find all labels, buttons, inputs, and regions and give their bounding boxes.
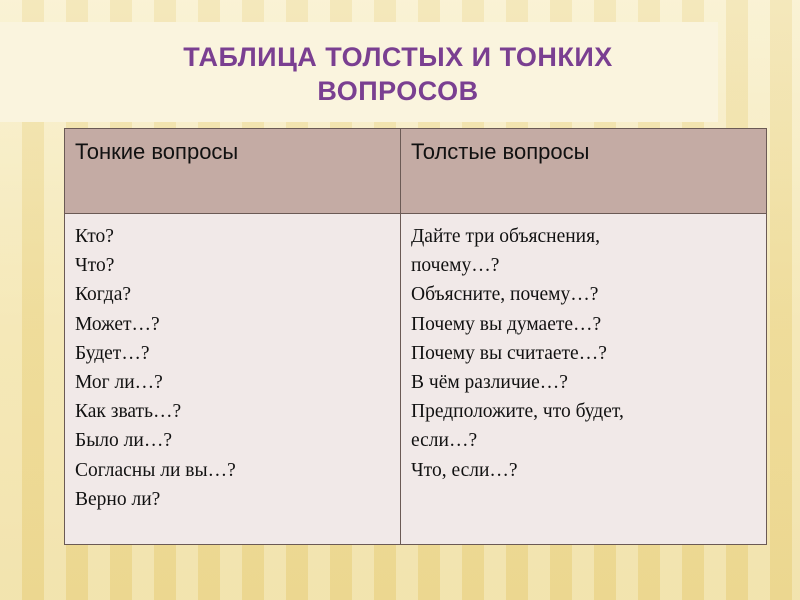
thin-question: Верно ли?	[75, 488, 161, 510]
thick-question: Дайте три объяснения,	[411, 226, 600, 247]
questions-table	[64, 128, 767, 545]
thick-questions-header: Толстые вопросы	[401, 129, 767, 214]
table-row	[65, 214, 767, 545]
thin-questions-header: Тонкие вопросы	[65, 129, 401, 214]
slide-title: ТАБЛИЦА ТОЛСТЫХ И ТОНКИХ ВОПРОСОВ	[183, 42, 613, 106]
thin-question: Кто?	[75, 226, 114, 247]
thin-question: Мог ли…?	[75, 372, 163, 394]
thick-question: почему…?	[411, 255, 500, 277]
thick-question: если…?	[411, 430, 478, 452]
thin-question: Может…?	[75, 313, 160, 335]
thin-questions-cell	[65, 214, 401, 545]
thin-question: Будет…?	[75, 342, 150, 364]
thick-question: Объясните, почему…?	[411, 284, 599, 306]
table-header-row	[65, 129, 767, 214]
thin-question: Как звать…?	[75, 401, 182, 423]
thick-question: Что, если…?	[411, 459, 518, 481]
thick-questions-cell	[401, 214, 767, 545]
thin-question: Когда?	[75, 284, 132, 306]
thick-question: Почему вы считаете…?	[411, 342, 607, 364]
thick-question: Почему вы думаете…?	[411, 313, 602, 335]
thick-question: Предположите, что будет,	[411, 401, 624, 423]
thin-question: Что?	[75, 255, 115, 277]
thin-question: Согласны ли вы…?	[75, 459, 236, 481]
thin-question: Было ли…?	[75, 430, 172, 452]
thick-question: В чём различие…?	[411, 372, 568, 394]
